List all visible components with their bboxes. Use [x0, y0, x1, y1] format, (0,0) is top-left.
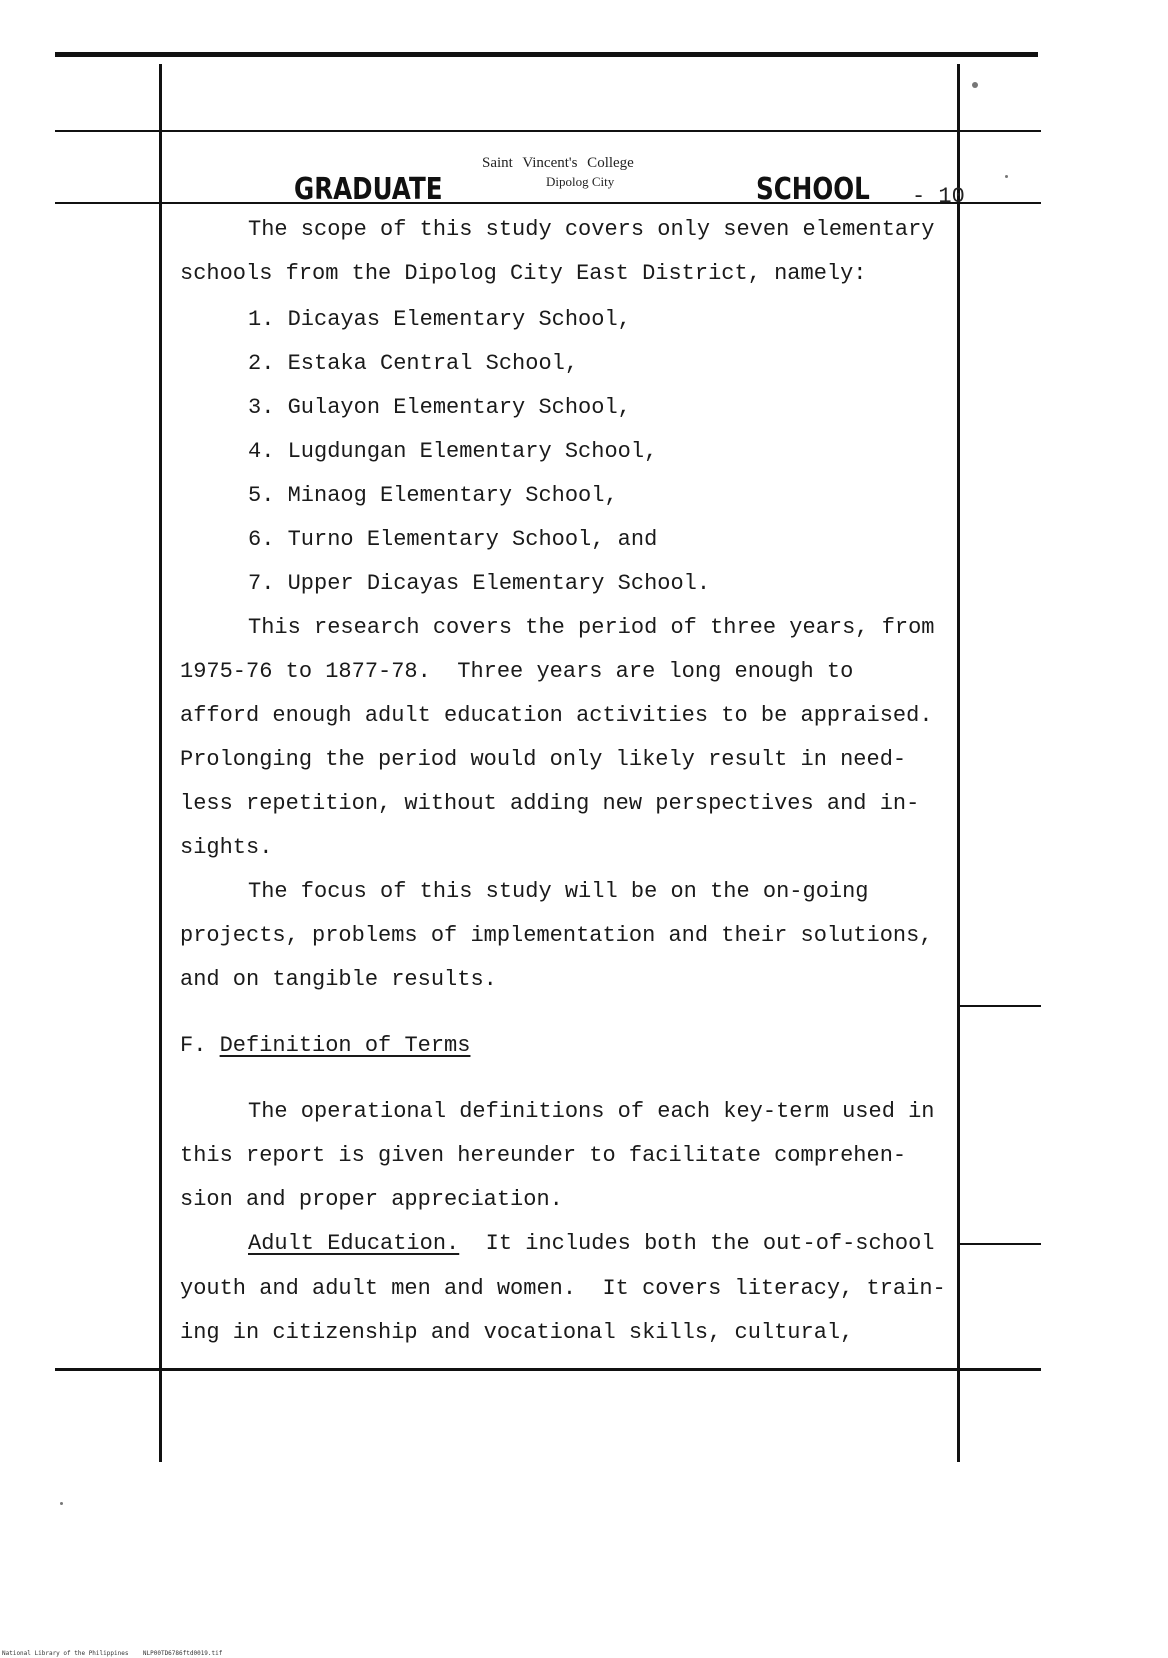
header-school: SCHOOL	[756, 172, 870, 207]
section-title: Definition of Terms	[219, 1033, 471, 1058]
footer-library: National Library of the Philippines	[2, 1650, 129, 1657]
focus-paragraph-line: and on tangible results.	[180, 967, 497, 992]
definitions-paragraph-line: sion and proper appreciation.	[180, 1187, 563, 1212]
period-paragraph-line: less repetition, without adding new perspectives and in-	[180, 791, 920, 816]
header-city: Dipolog City	[546, 174, 615, 189]
scan-speck	[972, 82, 978, 88]
period-paragraph-line: Prolonging the period would only likely result in need-	[180, 747, 907, 772]
definitions-paragraph-line: The operational definitions of each key-term used in	[248, 1099, 935, 1124]
section-heading	[180, 1033, 470, 1058]
scope-paragraph-line: The scope of this study covers only seven elementary	[248, 217, 935, 242]
term-definition-line: ing in citizenship and vocational skills, cultural,	[180, 1320, 854, 1345]
school-list-item: 7. Upper Dicayas Elementary School.	[248, 571, 711, 596]
right-margin-line	[957, 64, 960, 1462]
footer-file: NLP00TD6786ftd0019.tif	[142, 1650, 223, 1657]
right-tab-rule-1	[957, 1005, 1041, 1007]
header-upper-rule	[55, 130, 1041, 132]
school-list-item: 1. Dicayas Elementary School,	[248, 307, 631, 332]
focus-paragraph-line: projects, problems of implementation and their solutions,	[180, 923, 933, 948]
term-definition-first-line	[248, 1231, 935, 1256]
school-list-item: 4. Lugdungan Elementary School,	[248, 439, 658, 464]
right-tab-rule-2	[957, 1243, 1041, 1245]
section-letter: F.	[180, 1033, 207, 1058]
bottom-rule	[55, 1368, 1041, 1371]
header-graduate: GRADUATE	[294, 172, 443, 207]
scope-paragraph-line: schools from the Dipolog City East District, namely:	[180, 261, 867, 286]
period-paragraph-line: sights.	[180, 835, 273, 860]
term-definition-line: youth and adult men and women. It covers literacy, train-	[180, 1276, 946, 1301]
term-name: Adult Education.	[248, 1231, 460, 1256]
period-paragraph-line: 1975-76 to 1877-78. Three years are long enough to	[180, 659, 854, 684]
focus-paragraph-line: The focus of this study will be on the on-going	[248, 879, 869, 904]
header-college-name: Saint Vincent's College	[482, 155, 634, 171]
page-number: - 10	[912, 184, 965, 209]
scan-speck	[1005, 175, 1008, 178]
school-list-item: 5. Minaog Elementary School,	[248, 483, 618, 508]
scan-footer	[2, 1650, 222, 1657]
scan-speck	[60, 1502, 63, 1505]
period-paragraph-line: This research covers the period of three years, from	[248, 615, 935, 640]
definitions-paragraph-line: this report is given hereunder to facilitate comprehen-	[180, 1143, 907, 1168]
school-list-item: 2. Estaka Central School,	[248, 351, 579, 376]
header-lower-rule	[55, 202, 1041, 204]
term-definition-text: It includes both the out-of-school	[459, 1231, 935, 1256]
period-paragraph-line: afford enough adult education activities to be appraised.	[180, 703, 933, 728]
left-margin-line	[159, 64, 162, 1462]
school-list-item: 6. Turno Elementary School, and	[248, 527, 658, 552]
school-list-item: 3. Gulayon Elementary School,	[248, 395, 631, 420]
top-border	[55, 52, 1038, 57]
